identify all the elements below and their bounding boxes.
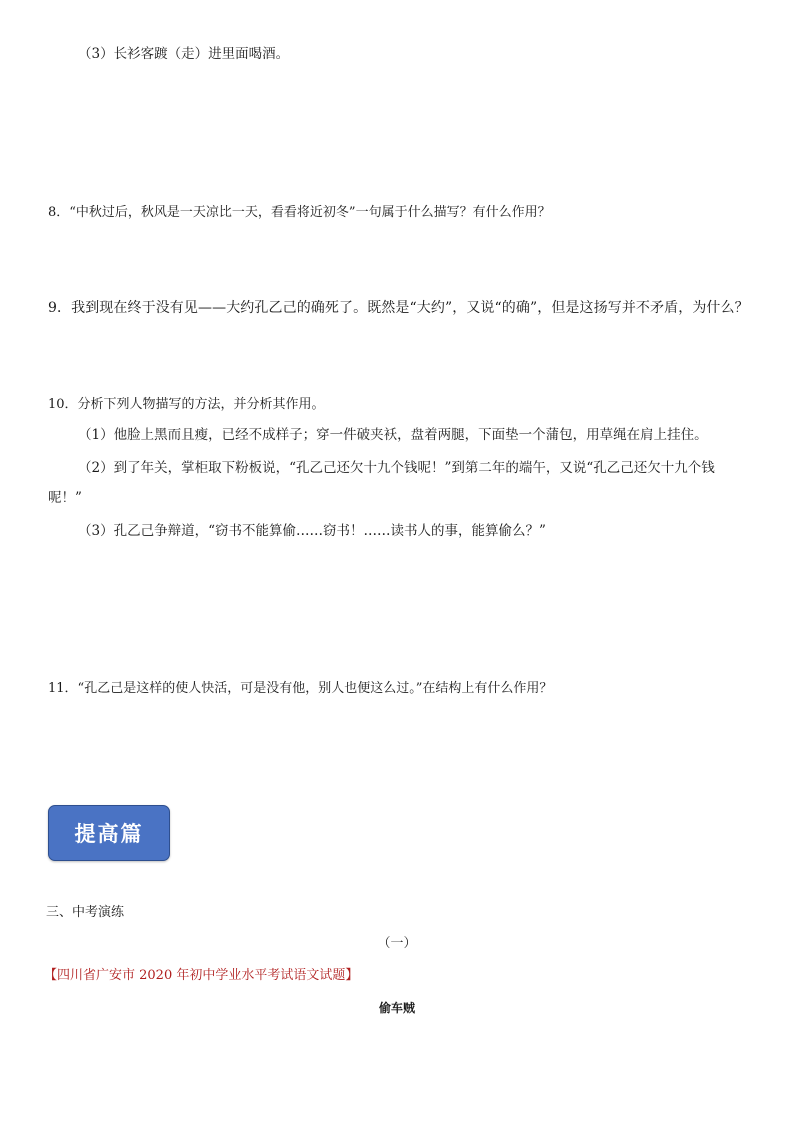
question-11: 11．“孔乙己是这样的使人快活，可是没有他，别人也便这么过。”在结构上有什么作用？ xyxy=(48,681,553,696)
q7-item-3: （3）长衫客踱（走）进里面喝酒。 xyxy=(78,46,290,62)
question-10-item-2-line-1: （2）到了年关，掌柜取下粉板说，“孔乙己还欠十九个钱呢！”到第二年的端午，又说“孔乙己还欠十九个钱 xyxy=(78,460,715,476)
passage-title: 偷车贼 xyxy=(378,1001,415,1015)
question-9: 9．我到现在终于没有见——大约孔乙己的确死了。既然是“大约”，又说“的确”，但是这扬写并不矛盾，为什么？ xyxy=(48,300,749,316)
advanced-section-badge: 提高篇 xyxy=(48,805,170,861)
part-one-heading: （一） xyxy=(377,936,417,951)
source-citation: 【四川省广安市 2020 年初中学业水平考试语文试题】 xyxy=(44,968,359,983)
question-10-item-2-line-2: 呢！” xyxy=(48,490,82,506)
question-10-item-3: （3）孔乙己争辩道，“窃书不能算偷……窃书！……读书人的事，能算偷么？” xyxy=(78,523,546,539)
question-8: 8．“中秋过后，秋风是一天凉比一天，看看将近初冬”一句属于什么描写？有什么作用？ xyxy=(48,205,551,220)
section-heading-three: 三、中考演练 xyxy=(46,905,125,920)
question-10-item-1: （1）他脸上黑而且瘦，已经不成样子；穿一件破夹袄，盘着两腿，下面垫一个蒲包，用草绳在肩上挂住。 xyxy=(78,427,708,443)
question-10-stem: 10．分析下列人物描写的方法，并分析其作用。 xyxy=(48,397,325,412)
